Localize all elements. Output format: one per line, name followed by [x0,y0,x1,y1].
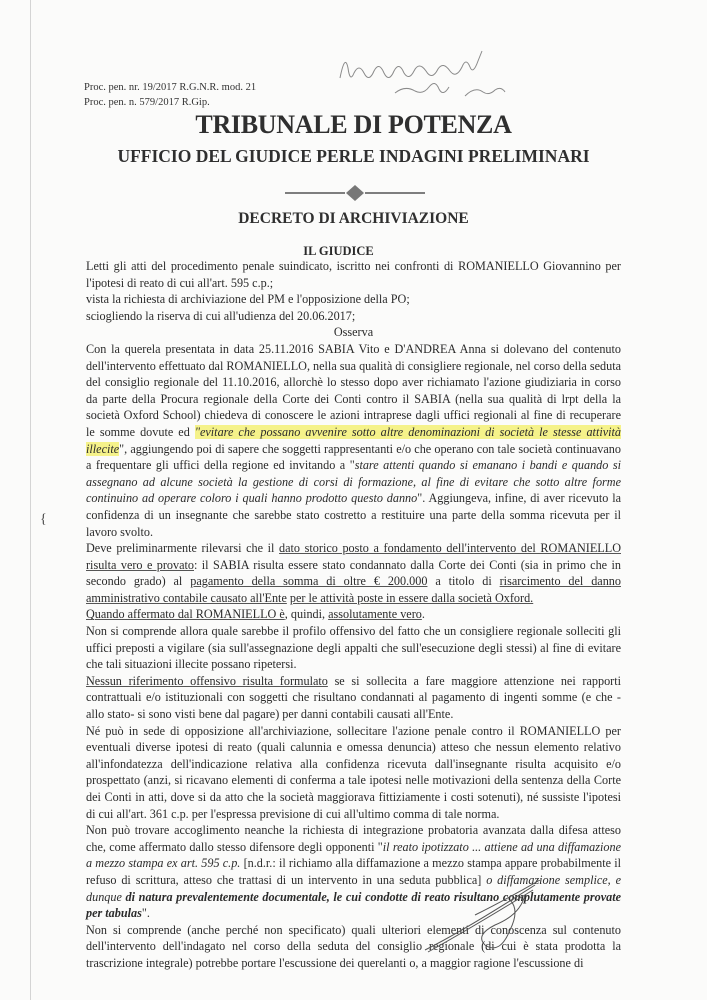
decree-title: DECRETO DI ARCHIVIAZIONE [238,210,469,227]
office-title: UFFICIO DEL GIUDICE PERLE INDAGINI PRELIMINARI [117,146,590,166]
text: Non può trovare accoglimento neanche la richiesta di integrazione probatoria avanzata dalla difesa atteso che, come affermato dallo stesso difensore degli opponenti " [86,823,621,854]
quoted-text: il reato ipotizzato ... attiene ad una diffamazione a mezzo stampa ex art. 595 c.p. [86,839,621,871]
underlined-text: risarcimento del danno amministrativo contabile causato all'Ente [86,574,621,605]
quoted-text: stare attenti quando si emanano i bandi e quando si assegnano ad alcune società la gestione di corsi di formazione, al fine di evitare che sotto altre forme continuino ad operare coloro i quali hanno prodotto questo danno [86,458,621,506]
conclusion-line [86,606,621,623]
diamond-ornament-divider [280,185,430,201]
text: se si sollecita a fare maggiore attenzione nei rapporti contrattuali e/o istituzionali con soggetti che risultano condannati al pagamento di ingenti somme (e che - allo stato- si sono visti bene dal pagare) per danni contabili causati all'Ente. [86,673,621,722]
underlined-text: Quando affermato dal ROMANIELLO è [86,607,285,622]
quoted-text: o diffamazione semplice, e dunque [86,872,622,904]
judge-signature [420,880,560,960]
handwritten-annotation [335,48,635,108]
text: Deve preliminarmente rilevarsi che il [86,541,280,556]
intro-paragraph-3: sciogliendo la riserva di cui all'udienza del 20.06.2017; [86,308,356,323]
judge-heading: IL GIUDICE [303,244,374,258]
decree-body [86,258,621,972]
offensive-profile-paragraph: Non si comprende allora quale sarebbe il profilo offensivo del fatto che un consigliere regionale solleciti gli uffici preposti a vigilare (sia sull'assegnazione degli appalti che sull'esecuzione degli stessi) al fine di evitare che tali situazioni illecite possano ripetersi. [86,624,621,672]
text: ", aggiungendo poi di sapere che soggetti rappresentanti e/o che operano con tale società continuavano a frequentare gli uffici della regione ed invitando a " [86,441,621,473]
text: ". [141,906,150,921]
underlined-text: pagamento della somma di oltre € 200.000 [190,574,428,589]
final-paragraph: Non si comprende (anche perché non specificato) quali ulteriori elementi di conoscenza sul contenuto dell'intervento dell'indagato nel corso della seduta del consiglio regionale (di cui è stata prodotta la trascrizione integrale) potrebbe portare l'escussione dei querelanti o, a maggior ragione l'escussione di [86,922,621,970]
case-references [84,80,256,110]
text: : il SABIA risulta essere stato condannato dalla Corte dei Conti (sia in primo che in secondo grado) al [86,557,621,589]
intro-paragraph-2: vista la richiesta di archiviazione del PM e l'opposizione della PO; [86,292,410,307]
case-ref-rgnr: Proc. pen. nr. 19/2017 R.G.N.R. mod. 21 [84,82,257,93]
text: , quindi, [284,607,329,622]
underlined-text: Nessun riferimento offensivo risulta formulato [86,673,328,688]
underlined-text: dato storico posto a fondamento dell'intervento del ROMANIELLO risulta vero e provato [86,541,621,572]
underlined-text: per le attività poste in essere dalla società Oxford. [289,590,534,605]
opposition-paragraph: Né può in sede di opposizione all'archiviazione, sollecitare l'azione penale contro il ROMANIELLO per eventuali diverse ipotesi di reato (quali calunnia e omessa denuncia) atteso che nessun elemento relativo all'infondatezza dell'indicazione relativa alla confidenza ricevuta dall'insegnante risulta acquisito e/o prospettato (anzi, si ricavano elementi di conferma a tale ipotesi nelle motivazioni della sentenza della Corte dei Conti in atti, dove si da atto che la società maggiorava fittiziamente i costi sotenuti), né sussiste l'ipotesi di cui all'art. 361 c.p. per l'espressa previsione di cui all'ultimo comma di tale norma. [86,723,621,821]
intro-paragraph-1: Letti gli atti del procedimento penale suindicato, iscritto nei confronti di ROMANIELLO Giovannino per l'ipotesi di reato di cui all'art. 595 c.p.; [86,259,621,290]
case-ref-rgip: Proc. pen. n. 579/2017 R.Gip. [84,97,210,108]
highlighted-quote: "evitare che possano avvenire sotto altre denominazioni di società le stesse attività illecite [86,424,621,456]
court-title: TRIBUNALE DI POTENZA [195,110,512,139]
underlined-text: assolutamente vero [328,607,422,622]
text: [n.d.r.: il richiamo alla diffamazione a mezzo stampa appare probabilmente il refuso di scrittura, atteso che trattasi di un intervento in una seduta pubblica] [86,856,622,887]
facts-paragraph [86,341,621,540]
bold-italic-quote: di natura prevalentemente documentale, le cui condotte di reato risultano complutamente provate per tabulas [86,889,621,921]
text: . [421,607,425,622]
preliminary-paragraph [86,540,621,606]
text: ". Aggiungeva, infine, di aver ricevuto la confidenza di un insegnante che sarebbe stato costretto a restituire una parte della somma ricevuta per il lavoro svolto. [86,491,621,539]
text: Con la querela presentata in data 25.11.2016 SABIA Vito e D'ANDREA Anna si dolevano del contenuto dell'intervento effettuato dal ROMANIELLO, nella sua qualità di consigliere regionale, nel corso della seduta del consiglio regionale del 11.10.2016, allorchè lo stesso dopo aver richiamato l'azione giudiziaria in corso da parte della Procura regionale della Corte dei Conti contro il SABIA (nella sua qualità di lrpt della la società Oxford School) chiedeva di conoscere le azioni intraprese dagli uffici regionali al fine di recuperare le somme dovute ed [86,341,622,439]
margin-bracket-mark: { [40,512,47,527]
text: a titolo di [427,574,500,589]
osserva-heading: Osserva [333,325,374,340]
no-offensive-reference-paragraph [86,673,621,723]
